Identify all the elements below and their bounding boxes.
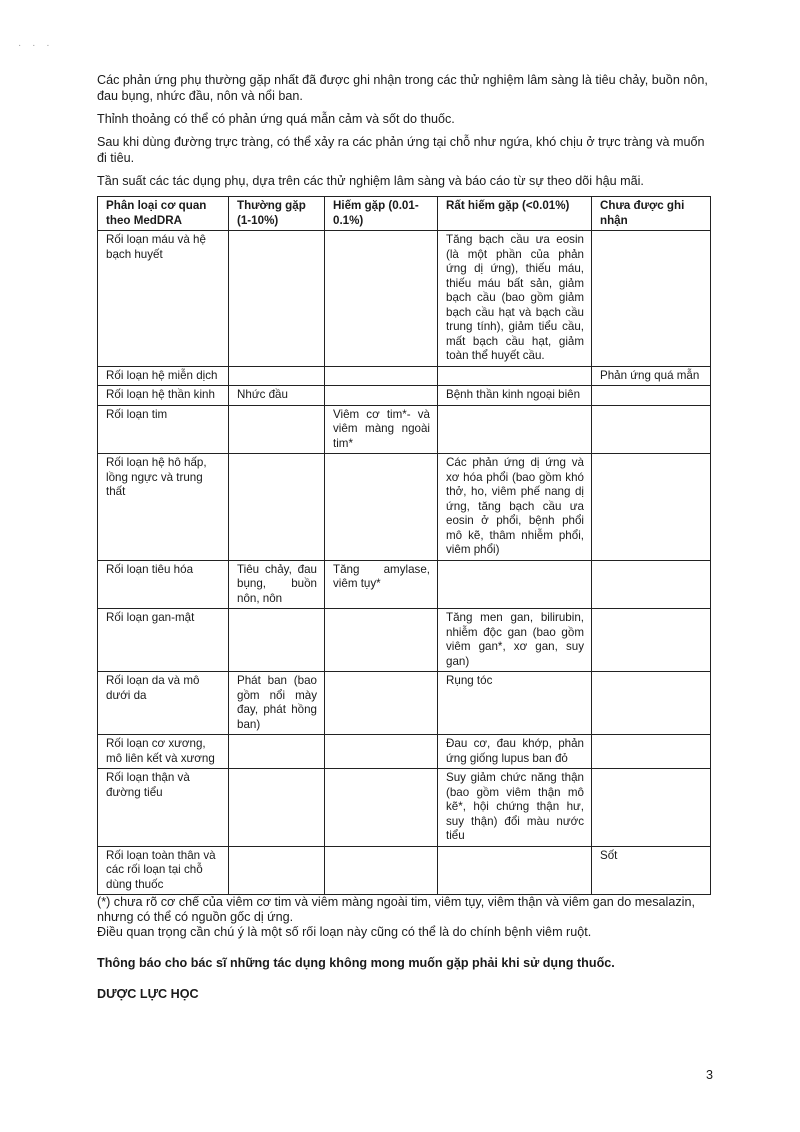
table-cell (325, 846, 438, 895)
section-title-pharmacodynamics: DƯỢC LỰC HỌC (97, 987, 199, 1001)
table-cell: Rối loạn toàn thân và các rối loạn tại chỗ dùng thuốc (98, 846, 229, 895)
table-cell: Phát ban (bao gồm nổi mày đay, phát hồng ban) (229, 672, 325, 735)
table-cell: Rối loạn hệ miễn dịch (98, 366, 229, 386)
table-row (98, 769, 711, 847)
table-cell (229, 454, 325, 561)
table-cell (229, 735, 325, 769)
table-cell (592, 769, 711, 847)
report-advice: Thông báo cho bác sĩ những tác dụng không mong muốn gặp phải khi sử dụng thuốc. (97, 956, 615, 970)
paragraph-frequency-intro: Tần suất các tác dụng phụ, dựa trên các thử nghiệm lâm sàng và báo cáo từ sự theo dõi hậu mãi. (97, 174, 644, 188)
table-cell (592, 735, 711, 769)
table-cell (592, 386, 711, 406)
table-cell: Rối loạn tiêu hóa (98, 560, 229, 609)
table-row (98, 454, 711, 561)
scan-mark: · · · (18, 40, 54, 51)
table-cell: Tăng bạch cầu ưa eosin (là một phần của phản ứng dị ứng), thiếu máu, thiếu máu bất sản, giảm bạch cầu (bao gồm giảm bạch cầu hạt và bạch cầu trung tính), giảm tiểu cầu, mất bạch cầu hạt, giảm toàn thể huyết cầu. (438, 231, 592, 367)
header-very-rare: Rất hiếm gặp (<0.01%) (438, 197, 592, 231)
table-row (98, 609, 711, 672)
table-cell: Sốt (592, 846, 711, 895)
table-row (98, 735, 711, 769)
paragraph-hypersensitivity: Thỉnh thoảng có thể có phản ứng quá mẫn cảm và sốt do thuốc. (97, 112, 455, 126)
table-cell (325, 672, 438, 735)
table-cell: Đau cơ, đau khớp, phản ứng giống lupus ban đỏ (438, 735, 592, 769)
table-cell (592, 560, 711, 609)
table-cell (229, 231, 325, 367)
table-cell: Rối loạn da và mô dưới da (98, 672, 229, 735)
table-cell (325, 454, 438, 561)
paragraph-rectal-use: Sau khi dùng đường trực tràng, có thể xảy ra các phản ứng tại chỗ như ngứa, khó chịu ở trực tràng và muốn đi tiêu. (97, 135, 705, 165)
table-row (98, 560, 711, 609)
table-cell (229, 405, 325, 454)
table-cell: Rối loạn hệ hô hấp, lồng ngực và trung thất (98, 454, 229, 561)
table-cell: Các phản ứng dị ứng và xơ hóa phổi (bao gồm khó thở, ho, viêm phế nang dị ứng, tăng bạch cầu ưa eosin ở phổi, bệnh phổi mô kẽ, thâm nhiễm phổi, viêm phổi) (438, 454, 592, 561)
table-cell: Bệnh thần kinh ngoại biên (438, 386, 592, 406)
table-cell (325, 231, 438, 367)
table-row (98, 366, 711, 386)
table-cell (325, 386, 438, 406)
table-cell (438, 846, 592, 895)
header-common: Thường gặp (1-10%) (229, 197, 325, 231)
table-cell (229, 769, 325, 847)
table-cell: Rối loạn thận và đường tiểu (98, 769, 229, 847)
table-cell (592, 672, 711, 735)
table-cell (592, 405, 711, 454)
table-cell: Rối loạn tim (98, 405, 229, 454)
table-cell (438, 560, 592, 609)
header-not-known: Chưa được ghi nhận (592, 197, 711, 231)
table-cell (325, 366, 438, 386)
table-cell: Rối loạn máu và hệ bạch huyết (98, 231, 229, 367)
footnote-mechanism: (*) chưa rõ cơ chế của viêm cơ tim và viêm màng ngoài tim, viêm tụy, viêm thận và viêm gan do mesalazin, nhưng có thể có nguồn gốc dị ứng. (97, 895, 695, 924)
table-cell (592, 231, 711, 367)
page-number: 3 (706, 1068, 714, 1082)
table-cell: Tăng men gan, bilirubin, nhiễm độc gan (bao gồm viêm gan*, xơ gan, suy gan) (438, 609, 592, 672)
table-cell (438, 405, 592, 454)
table-row (98, 672, 711, 735)
table-cell (592, 609, 711, 672)
table-row (98, 846, 711, 895)
header-organ-class: Phân loại cơ quan theo MedDRA (98, 197, 229, 231)
adverse-effects-table (97, 196, 711, 895)
table-cell (229, 609, 325, 672)
table-cell: Suy giảm chức năng thận (bao gồm viêm thận mô kẽ*, hội chứng thận hư, suy thận) đổi màu nước tiểu (438, 769, 592, 847)
table-cell (325, 769, 438, 847)
table-header-row (98, 197, 711, 231)
table-cell: Rối loạn hệ thần kinh (98, 386, 229, 406)
table-cell (592, 454, 711, 561)
footnote-bowel-disease: Điều quan trọng cần chú ý là một số rối loạn này cũng có thể là do chính bệnh viêm ruột. (97, 925, 592, 939)
table-cell: Rối loạn cơ xương, mô liên kết và xương (98, 735, 229, 769)
table-row (98, 386, 711, 406)
paragraph-common-reactions: Các phản ứng phụ thường gặp nhất đã được ghi nhận trong các thử nghiệm lâm sàng là tiêu chảy, buồn nôn, đau bụng, nhức đầu, nôn và nổi ban. (97, 73, 708, 103)
table-cell: Viêm cơ tim*- và viêm màng ngoài tim* (325, 405, 438, 454)
table-cell (229, 846, 325, 895)
table-cell: Rụng tóc (438, 672, 592, 735)
table-cell: Rối loạn gan-mật (98, 609, 229, 672)
table-row (98, 405, 711, 454)
table-cell: Nhức đầu (229, 386, 325, 406)
table-cell (438, 366, 592, 386)
table-row (98, 231, 711, 367)
table-cell: Tiêu chảy, đau bụng, buồn nôn, nôn (229, 560, 325, 609)
table-cell (325, 735, 438, 769)
table-cell: Tăng amylase, viêm tụy* (325, 560, 438, 609)
header-rare: Hiếm gặp (0.01-0.1%) (325, 197, 438, 231)
page-content (97, 72, 717, 1001)
table-cell (229, 366, 325, 386)
table-cell: Phản ứng quá mẫn (592, 366, 711, 386)
table-cell (325, 609, 438, 672)
